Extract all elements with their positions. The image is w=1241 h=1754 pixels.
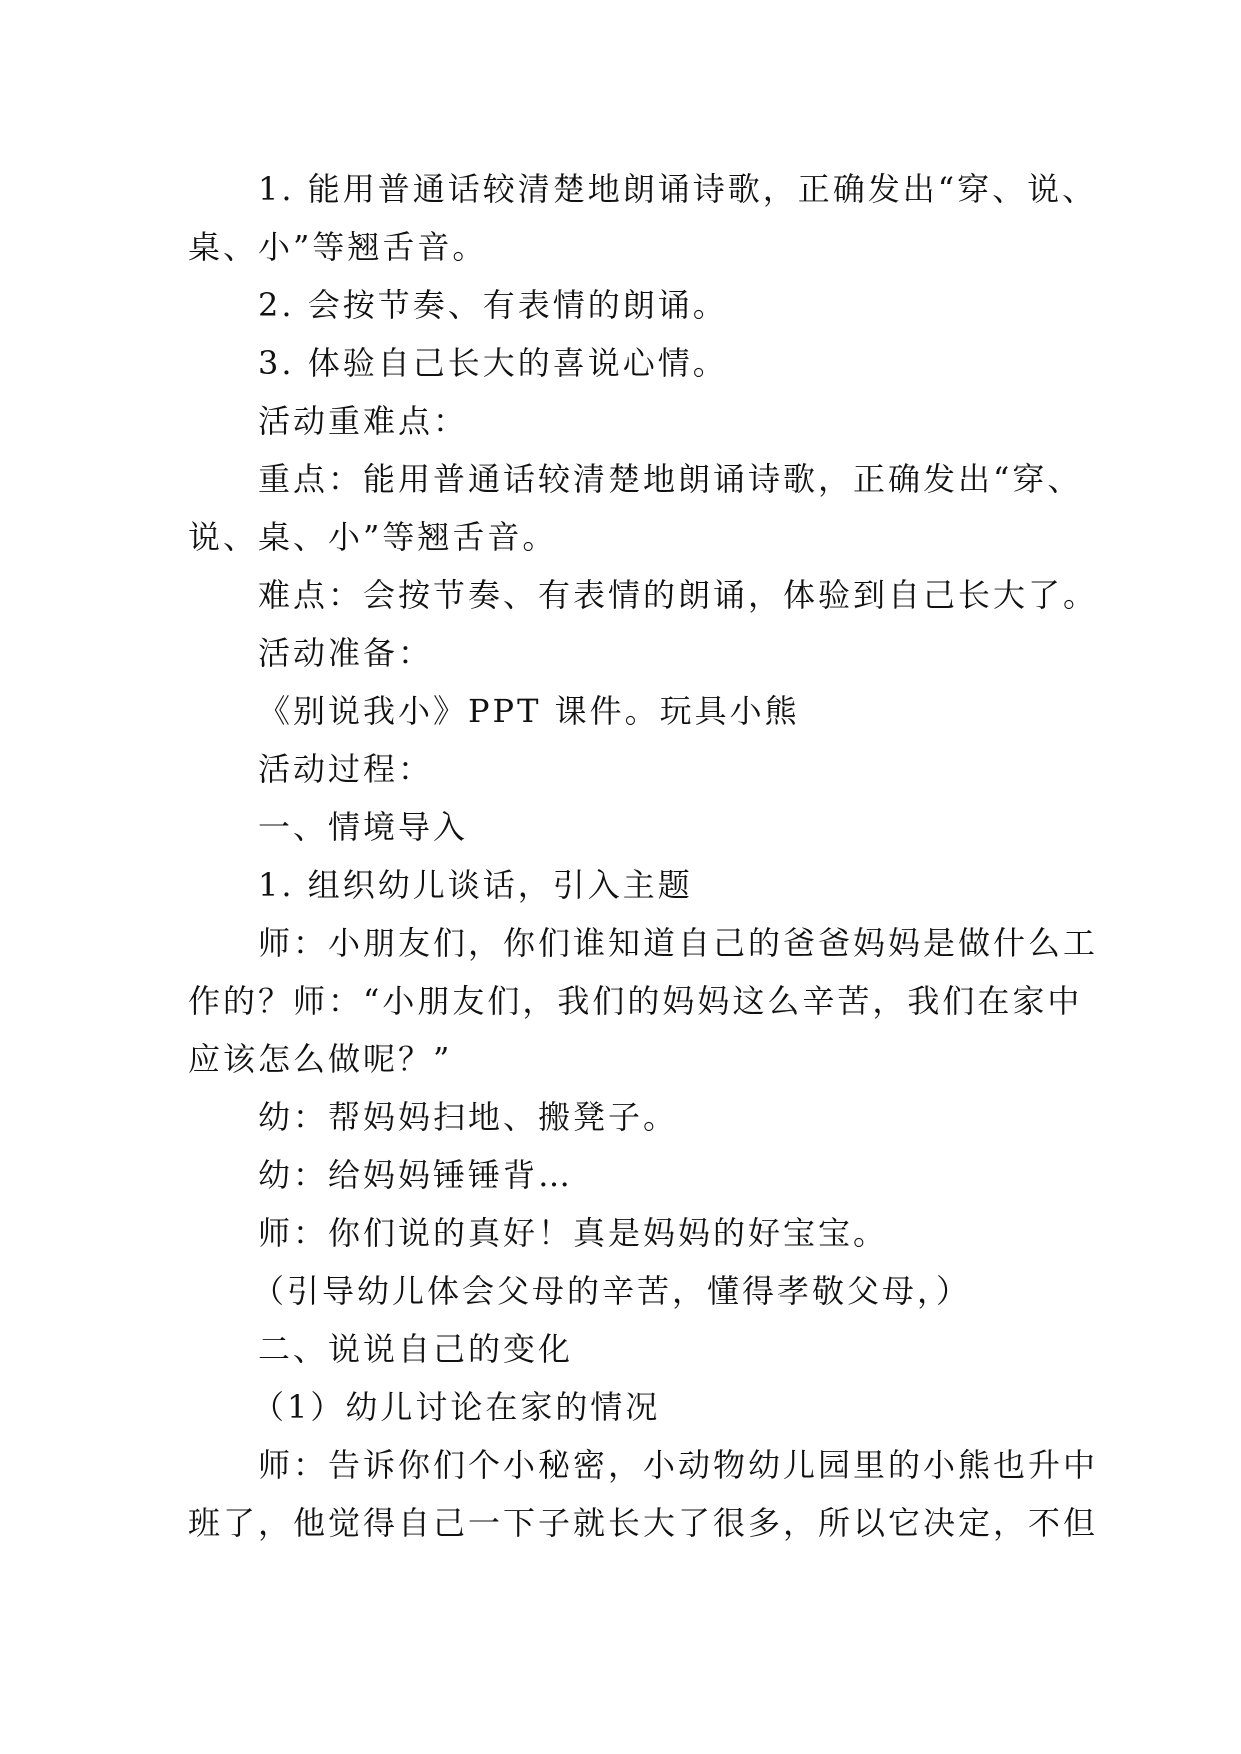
guidance-note: （引导幼儿体会父母的辛苦，懂得孝敬父母，） <box>252 1272 972 1310</box>
difficulty-line: 难点：会按节奏、有表情的朗诵，体验到自己长大了。 <box>258 576 1099 614</box>
teacher-question-line-1: 师：小朋友们，你们谁知道自己的爸爸妈妈是做什么工 <box>258 924 1099 962</box>
child-answer-1: 幼：帮妈妈扫地、搬凳子。 <box>258 1098 679 1136</box>
process-heading: 活动过程： <box>258 750 434 788</box>
key-point-line-1: 重点：能用普通话较清楚地朗诵诗歌，正确发出“穿、 <box>258 460 1083 498</box>
key-point-line-2: 说、桌、小”等翘舌音。 <box>188 518 558 556</box>
section-2-heading: 二、说说自己的变化 <box>258 1330 574 1368</box>
teacher-secret-line-2: 班了，他觉得自己一下子就长大了很多，所以它决定，不但 <box>188 1504 1099 1542</box>
teacher-secret-line-1: 师：告诉你们个小秘密，小动物幼儿园里的小熊也升中 <box>258 1446 1099 1484</box>
step-1-heading: 1. 组织幼儿谈话，引入主题 <box>258 866 693 904</box>
teacher-question-line-3: 应该怎么做呢？” <box>188 1040 453 1078</box>
teacher-praise: 师：你们说的真好！真是妈妈的好宝宝。 <box>258 1214 889 1252</box>
preparation-heading: 活动准备： <box>258 634 434 672</box>
goal-1-line-2: 桌、小”等翘舌音。 <box>188 228 488 266</box>
preparation-materials: 《别说我小》PPT 课件。玩具小熊 <box>258 692 800 730</box>
document-body <box>188 160 1099 1552</box>
key-difficulty-heading: 活动重难点： <box>258 402 469 440</box>
goal-3: 3. 体验自己长大的喜说心情。 <box>258 344 728 382</box>
goal-2: 2. 会按节奏、有表情的朗诵。 <box>258 286 728 324</box>
section-1-heading: 一、情境导入 <box>258 808 469 846</box>
child-answer-2: 幼：给妈妈锤锤背… <box>258 1156 574 1194</box>
teacher-question-line-2: 作的？师：“小朋友们，我们的妈妈这么辛苦，我们在家中 <box>188 982 1083 1020</box>
step-discussion-heading: （1）幼儿讨论在家的情况 <box>252 1388 661 1426</box>
goal-1-line-1: 1. 能用普通话较清楚地朗诵诗歌，正确发出“穿、说、 <box>258 170 1098 208</box>
